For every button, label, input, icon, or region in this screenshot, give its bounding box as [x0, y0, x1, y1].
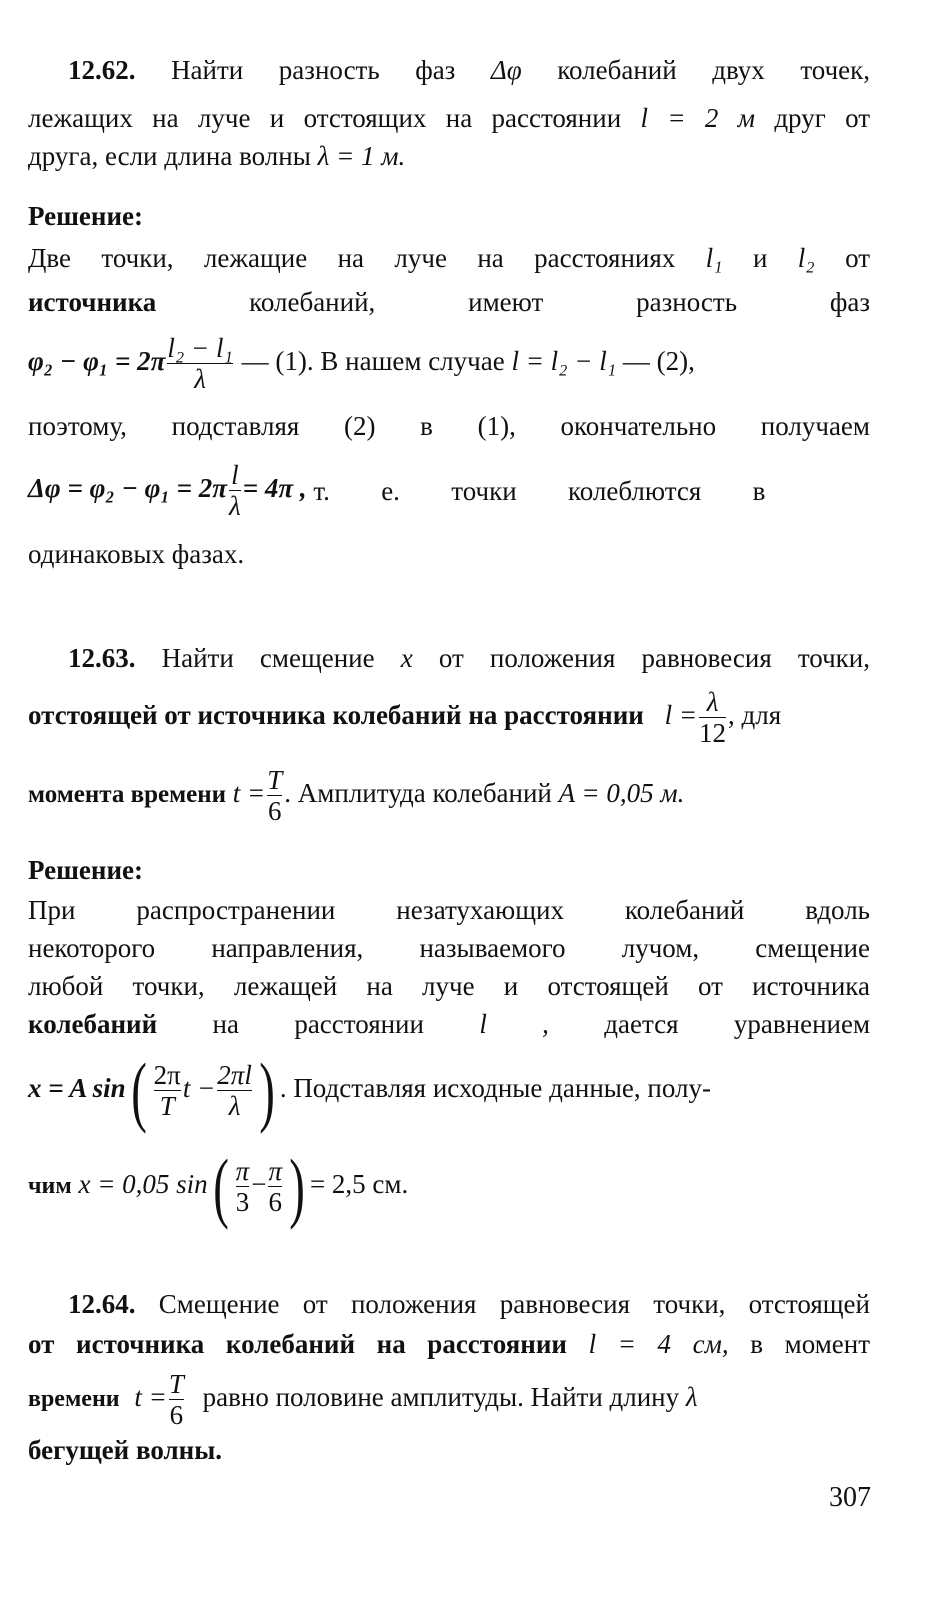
text: колеблются — [568, 475, 702, 506]
text: точки — [451, 475, 517, 506]
text: фаз — [829, 287, 871, 317]
text: — (1). В нашем случае — [241, 346, 505, 376]
denominator: 6 — [268, 1187, 282, 1218]
formula-lhs: φ₂ − φ₁ = 2π — [28, 346, 166, 376]
denominator: 6 — [268, 796, 282, 827]
math-symbol: x — [400, 643, 413, 673]
solution-12-62-line-3 — [28, 408, 870, 444]
fraction — [268, 1156, 282, 1217]
problem-12-63-line-2 — [28, 680, 870, 750]
solution-12-63-line-2 — [28, 930, 870, 966]
text: друг от — [774, 103, 871, 133]
problem-number: 12.64. — [68, 1289, 136, 1319]
text: в — [752, 475, 766, 506]
fraction — [167, 333, 233, 394]
math-symbol: Δφ — [490, 55, 522, 85]
text: т. е. — [313, 475, 400, 506]
fraction — [217, 1060, 252, 1121]
math-symbol: l = — [664, 700, 698, 730]
problem-12-64-line-3 — [28, 1362, 870, 1432]
text: . Амплитуда колебаний — [284, 778, 552, 808]
numerator: T — [267, 765, 283, 796]
denominator: λ — [229, 491, 241, 522]
math-symbol: λ — [685, 1382, 698, 1412]
formula-12-63-2 — [28, 1142, 870, 1230]
text: Смещение от положения равновесия точки, отстоящей — [158, 1289, 870, 1319]
formula-12-62-1 — [28, 326, 870, 396]
formula-lhs: Δφ = φ₂ − φ₁ = 2π — [28, 473, 228, 503]
solution-12-63-line-1 — [28, 892, 870, 928]
math-symbol: t = — [134, 1382, 167, 1412]
text: колебаний двух точек, — [557, 55, 871, 85]
formula-lhs: x = 0,05 sin — [78, 1169, 208, 1199]
solution-heading: Решение: — [28, 201, 143, 231]
text: Две точки, лежащие на луче на расстояниях — [28, 243, 676, 273]
problem-12-63-line-1 — [28, 640, 870, 676]
math-symbol: l = l₂ − l₁ — [511, 346, 617, 376]
problem-number: 12.63. — [68, 643, 136, 673]
text: расстоянии — [294, 1009, 424, 1039]
text: в момент — [750, 1329, 871, 1359]
text: любой точки, лежащей на луче и отстоящей от источника — [28, 971, 870, 1001]
problem-12-62-line-3 — [28, 138, 870, 174]
problem-12-64-line-2 — [28, 1326, 870, 1362]
problem-12-62-line-1 — [28, 52, 870, 88]
formula-12-62-2 — [28, 450, 870, 526]
text: равно половине амплитуды. Найти длину — [202, 1382, 680, 1412]
solution-12-62-line-1 — [28, 240, 870, 276]
formula-tail — [313, 473, 765, 509]
text: уравнением — [733, 1009, 871, 1039]
math-symbol: l₁ — [705, 243, 723, 273]
formula-rhs: = 4π , — [242, 473, 307, 503]
text: источника — [28, 287, 157, 317]
text: от источника колебаний на расстоянии — [28, 1329, 567, 1359]
formula-rhs: = 2,5 см. — [309, 1169, 409, 1199]
fraction — [236, 1156, 250, 1217]
text: от положения равновесия точки, — [438, 643, 870, 673]
text: поэтому, подставляя (2) в (1), окончательно получаем — [28, 411, 870, 441]
text: одинаковых фазах. — [28, 539, 245, 569]
text: дается — [604, 1009, 679, 1039]
math-symbol: t − — [182, 1073, 216, 1103]
text: на — [212, 1009, 239, 1039]
right-paren: ) — [289, 1142, 305, 1230]
solution-heading: Решение: — [28, 855, 143, 885]
fraction — [154, 1060, 181, 1121]
text: лежащих на луче и отстоящих на расстоянии — [28, 103, 622, 133]
numerator: l — [231, 460, 239, 491]
text: и — [752, 243, 768, 273]
text: колебаний, — [249, 287, 376, 317]
solution-12-62-line-2 — [28, 284, 870, 320]
solution-12-62-line-4 — [28, 536, 870, 572]
fraction — [699, 687, 726, 748]
fraction — [267, 765, 282, 826]
text: отстоящей от источника колебаний на расстоянии — [28, 700, 644, 730]
solution-12-63-line-3 — [28, 968, 870, 1004]
denominator: T — [154, 1090, 181, 1121]
denominator: λ — [167, 363, 233, 394]
problem-12-62-line-2 — [28, 100, 870, 136]
page-number: 307 — [829, 1482, 871, 1513]
math-symbol: l₂ — [797, 243, 815, 273]
math-symbol: l = 2 м — [640, 103, 755, 133]
numerator: l₂ − l₁ — [167, 333, 233, 364]
problem-12-64-line-4 — [28, 1432, 870, 1468]
text: Найти смещение — [161, 643, 375, 673]
text: чим — [28, 1173, 72, 1199]
math-symbol: − — [251, 1169, 267, 1199]
math-symbol: A = 0,05 м. — [558, 778, 685, 808]
text: времени — [28, 1386, 120, 1412]
text: имеют — [468, 287, 544, 317]
text: друга, если длина волны — [28, 141, 311, 171]
numerator: 2πl — [217, 1060, 252, 1091]
numerator: λ — [706, 687, 719, 718]
denominator: 3 — [235, 1187, 250, 1218]
text: разность — [636, 287, 738, 317]
text: момента времени — [28, 781, 227, 808]
problem-number: 12.62. — [68, 55, 136, 85]
denominator: λ — [217, 1090, 252, 1121]
numerator: 2π — [153, 1060, 181, 1091]
denominator: 6 — [169, 1400, 184, 1431]
fraction — [229, 460, 241, 521]
left-paren: ( — [212, 1142, 229, 1230]
text: . Подставляя исходные данные, полу- — [279, 1073, 711, 1103]
math-symbol: l = 4 см, — [588, 1329, 729, 1359]
text: — (2), — [622, 346, 695, 376]
problem-12-63-line-3 — [28, 758, 870, 828]
formula-12-63-1 — [28, 1046, 870, 1134]
formula-lhs: x = A sin — [28, 1073, 126, 1103]
text: При распространении незатухающих колебаний вдоль — [28, 895, 870, 925]
problem-12-64-line-1 — [28, 1286, 870, 1322]
fraction — [169, 1369, 184, 1430]
numerator: T — [168, 1369, 184, 1400]
left-paren: ( — [130, 1046, 147, 1134]
math-symbol: λ = 1 м. — [317, 141, 406, 171]
text: бегущей волны. — [28, 1435, 223, 1465]
text: Найти разность фаз — [171, 55, 456, 85]
math-symbol: l , — [479, 1009, 549, 1039]
text: от — [845, 243, 871, 273]
right-paren: ) — [259, 1046, 275, 1134]
text: колебаний — [28, 1009, 158, 1039]
numerator: π — [235, 1156, 250, 1187]
math-symbol: t = — [232, 778, 266, 808]
text: , для — [728, 700, 782, 730]
denominator: 12 — [699, 718, 727, 749]
numerator: π — [268, 1156, 282, 1187]
solution-12-63-line-4 — [28, 1006, 870, 1042]
text: некоторого направления, называемого лучом, смещение — [28, 933, 870, 963]
